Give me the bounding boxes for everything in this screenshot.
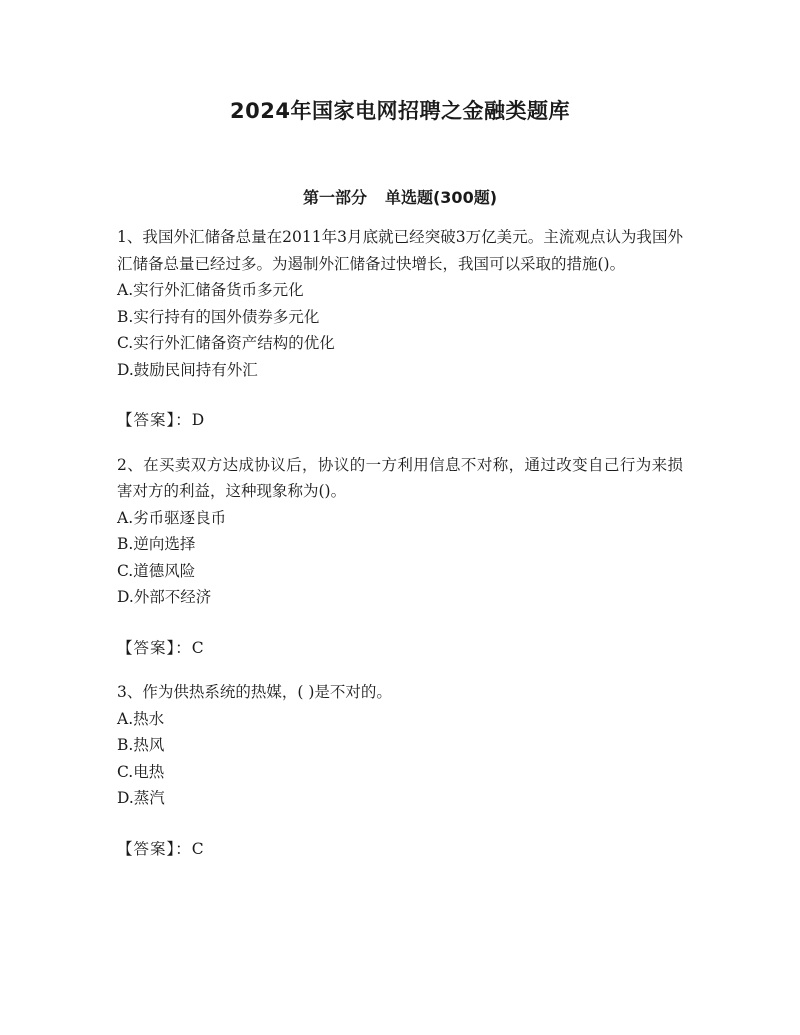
- option-c: C.实行外汇储备资产结构的优化: [117, 334, 335, 352]
- section-part: 第一部分: [302, 188, 367, 207]
- option-b: B.热风: [117, 736, 165, 754]
- option-b: B.实行持有的国外债券多元化: [117, 307, 320, 326]
- section-type: 单选题(300题): [384, 188, 498, 207]
- section-heading: [0, 185, 800, 208]
- option-a: A.热水: [117, 709, 165, 728]
- option-a: A.实行外汇储备货币多元化: [117, 281, 304, 299]
- option-d: D.外部不经济: [117, 588, 212, 606]
- option-b: B.逆向选择: [117, 535, 196, 553]
- answer-line: [117, 635, 683, 662]
- question-3: [117, 679, 683, 862]
- answer-label: 【答案】：: [117, 411, 192, 429]
- answer-line: [117, 836, 683, 863]
- option-a: A.劣币驱逐良币: [117, 508, 227, 527]
- question-stem: 3、作为供热系统的热媒，( )是不对的。: [117, 683, 392, 701]
- answer-label: 【答案】：: [117, 638, 192, 657]
- question-2: [117, 452, 683, 662]
- answer-value: C: [191, 638, 204, 657]
- option-c: C.电热: [117, 762, 165, 781]
- question-stem: 1、我国外汇储备总量在2011年3月底就已经突破3万亿美元。主流观点认为我国外汇储备总量已经过多。为遏制外汇储备过快增长，我国可以采取的措施()。: [117, 228, 683, 273]
- question-list: [117, 224, 683, 880]
- question-1: [117, 224, 683, 434]
- answer-value: C: [191, 839, 204, 858]
- option-d: D.蒸汽: [117, 789, 165, 807]
- answer-label: 【答案】：: [117, 839, 192, 858]
- option-c: C.道德风险: [117, 561, 196, 580]
- page-title: 2024年国家电网招聘之金融类题库: [230, 99, 570, 123]
- question-stem: 2、在买卖双方达成协议后，协议的一方利用信息不对称，通过改变自己行为来损害对方的利益，这种现象称为()。: [117, 455, 683, 500]
- option-d: D.鼓励民间持有外汇: [117, 360, 258, 379]
- answer-line: [117, 407, 683, 434]
- answer-value: D: [191, 411, 205, 429]
